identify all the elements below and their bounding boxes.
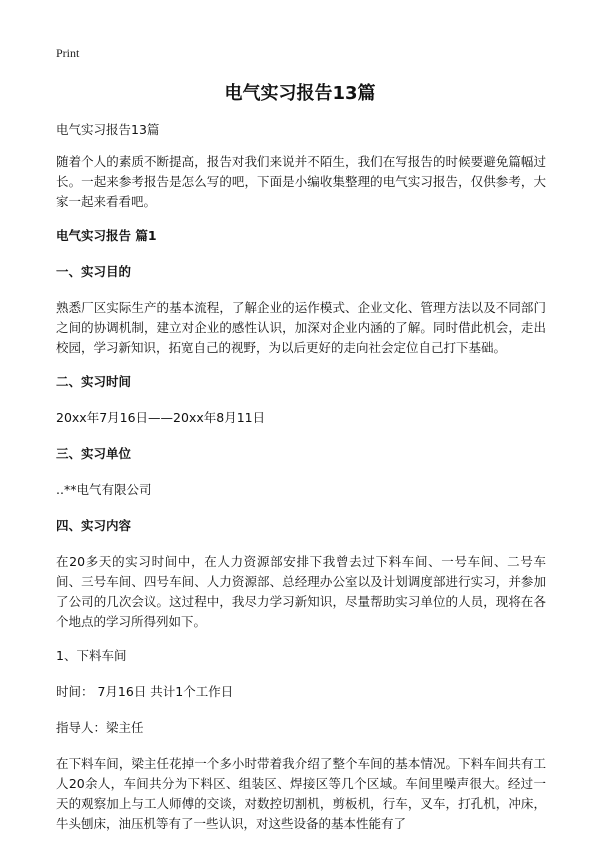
section-heading-content: 四、实习内容 [56,518,132,533]
section-heading-unit: 三、实习单位 [56,446,132,461]
document-title: 电气实习报告13篇 [224,83,376,104]
document-subtitle: 电气实习报告13篇 [56,122,160,137]
section-heading-purpose: 一、实习目的 [56,264,132,279]
item-time: 时间： 7月16日 共计1个工作日 [56,684,234,699]
item-heading-cutting-workshop: 1、下料车间 [56,648,127,663]
section-text-time: 20xx年7月16日——20xx年8月11日 [56,410,266,425]
article-heading: 电气实习报告 篇1 [56,228,157,243]
item-text-cutting-workshop: 在下料车间，梁主任花掉一个多小时带着我介绍了整个车间的基本情况。下料车间共有工人20余人，车间共分为下料区、组装区、焊接区等几个区域。车间里噪声很大。经过一天的观察加上与工人师傅的交谈，对数控切割机，剪板机，行车，叉车，打孔机，冲床，牛头刨床，油压机等有了一些认识，对这些设备的基本性能有了 [56,756,546,831]
section-text-unit: ..**电气有限公司 [56,482,152,497]
section-text-purpose: 熟悉厂区实际生产的基本流程，了解企业的运作模式、企业文化、管理方法以及不同部门之间的协调机制，建立对企业的感性认识，加深对企业内涵的了解。同时借此机会，走出校园，学习新知识，拓宽自己的视野，为以后更好的走向社会定位自己打下基础。 [56,300,546,355]
document-body [56,120,546,848]
section-text-content: 在20多天的实习时间中，在人力资源部安排下我曾去过下料车间、一号车间、二号车间、三号车间、四号车间、人力资源部、总经理办公室以及计划调度部进行实习，并参加了公司的几次会议。这过程中，我尽力学习新知识，尽量帮助实习单位的人员，现将在各个地点的学习所得列如下。 [56,554,546,629]
print-link[interactable]: Print [56,46,80,60]
intro-paragraph: 随着个人的素质不断提高，报告对我们来说并不陌生，我们在写报告的时候要避免篇幅过长。一起来参考报告是怎么写的吧，下面是小编收集整理的电气实习报告，仅供参考，大家一起来看看吧。 [56,154,546,209]
item-instructor: 指导人：梁主任 [56,720,144,735]
section-heading-time: 二、实习时间 [56,374,132,389]
